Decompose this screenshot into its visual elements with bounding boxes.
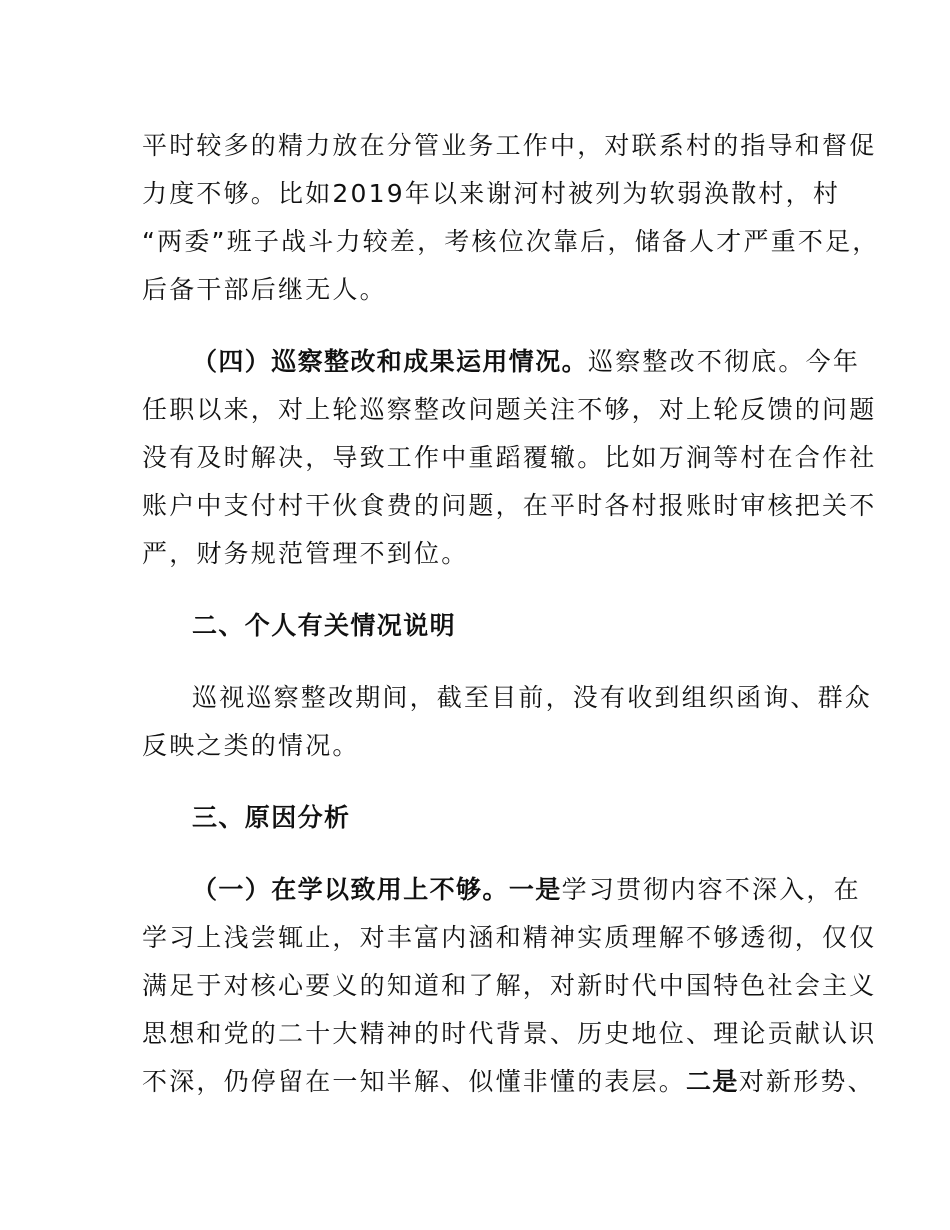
text-line bbox=[142, 1058, 875, 1106]
section-one-first-text: 学习贯彻内容不深入，在 bbox=[561, 875, 861, 904]
paragraph-section-one bbox=[142, 866, 877, 1106]
paragraph-personal-situation bbox=[142, 674, 873, 770]
section-one-heading: （一）在学以致用上不够。 bbox=[192, 875, 509, 904]
section-four-heading: （四）巡察整改和成果运用情况。 bbox=[192, 347, 589, 376]
document-body bbox=[142, 122, 880, 1130]
point-marker: 一是 bbox=[508, 875, 562, 904]
text-line: 思想和党的二十大精神的时代背景、历史地位、理论贡献认识 bbox=[142, 1019, 877, 1048]
text-line: 任职以来，对上轮巡察整改问题关注不够，对上轮反馈的问题 bbox=[142, 395, 877, 424]
text-line: “两委”班子战斗力较差，考核位次靠后，储备人才严重不足， bbox=[142, 227, 880, 256]
section-four-first-text: 巡察整改不彻底。今年 bbox=[588, 347, 861, 376]
heading-cause-analysis bbox=[142, 794, 810, 842]
text-line bbox=[142, 338, 861, 386]
text-line: 平时较多的精力放在分管业务工作中，对联系村的指导和督促 bbox=[142, 131, 877, 160]
text-line: 巡视巡察整改期间，截至目前，没有收到组织函询、群众 bbox=[192, 683, 873, 712]
text-line: 学习上浅尝辄止，对丰富内涵和精神实质理解不够透彻，仅仅 bbox=[142, 923, 877, 952]
text-line: 力度不够。比如2019年以来谢河村被列为软弱涣散村，村 bbox=[142, 179, 841, 208]
section-heading: 二、个人有关情况说明 bbox=[192, 611, 457, 640]
text-line: 反映之类的情况。 bbox=[142, 731, 360, 760]
paragraph-continuation bbox=[142, 122, 880, 314]
point-marker: 二是 bbox=[686, 1067, 739, 1096]
paragraph-section-four bbox=[142, 338, 877, 578]
text-line bbox=[142, 866, 861, 914]
section-heading: 三、原因分析 bbox=[192, 803, 351, 832]
section-one-last-end: 对新形势、 bbox=[738, 1067, 875, 1096]
text-line: 严，财务规范管理不到位。 bbox=[142, 539, 469, 568]
heading-personal-situation bbox=[142, 602, 810, 650]
text-line: 账户中支付村干伙食费的问题，在平时各村报账时审核把关不 bbox=[142, 491, 877, 520]
text-line: 没有及时解决，导致工作中重蹈覆辙。比如万涧等村在合作社 bbox=[142, 443, 877, 472]
text-line: 满足于对核心要义的知道和了解，对新时代中国特色社会主义 bbox=[142, 971, 877, 1000]
section-one-last-start: 不深，仍停留在一知半解、似懂非懂的表层。 bbox=[142, 1067, 687, 1096]
text-line: 后备干部后继无人。 bbox=[142, 275, 387, 304]
